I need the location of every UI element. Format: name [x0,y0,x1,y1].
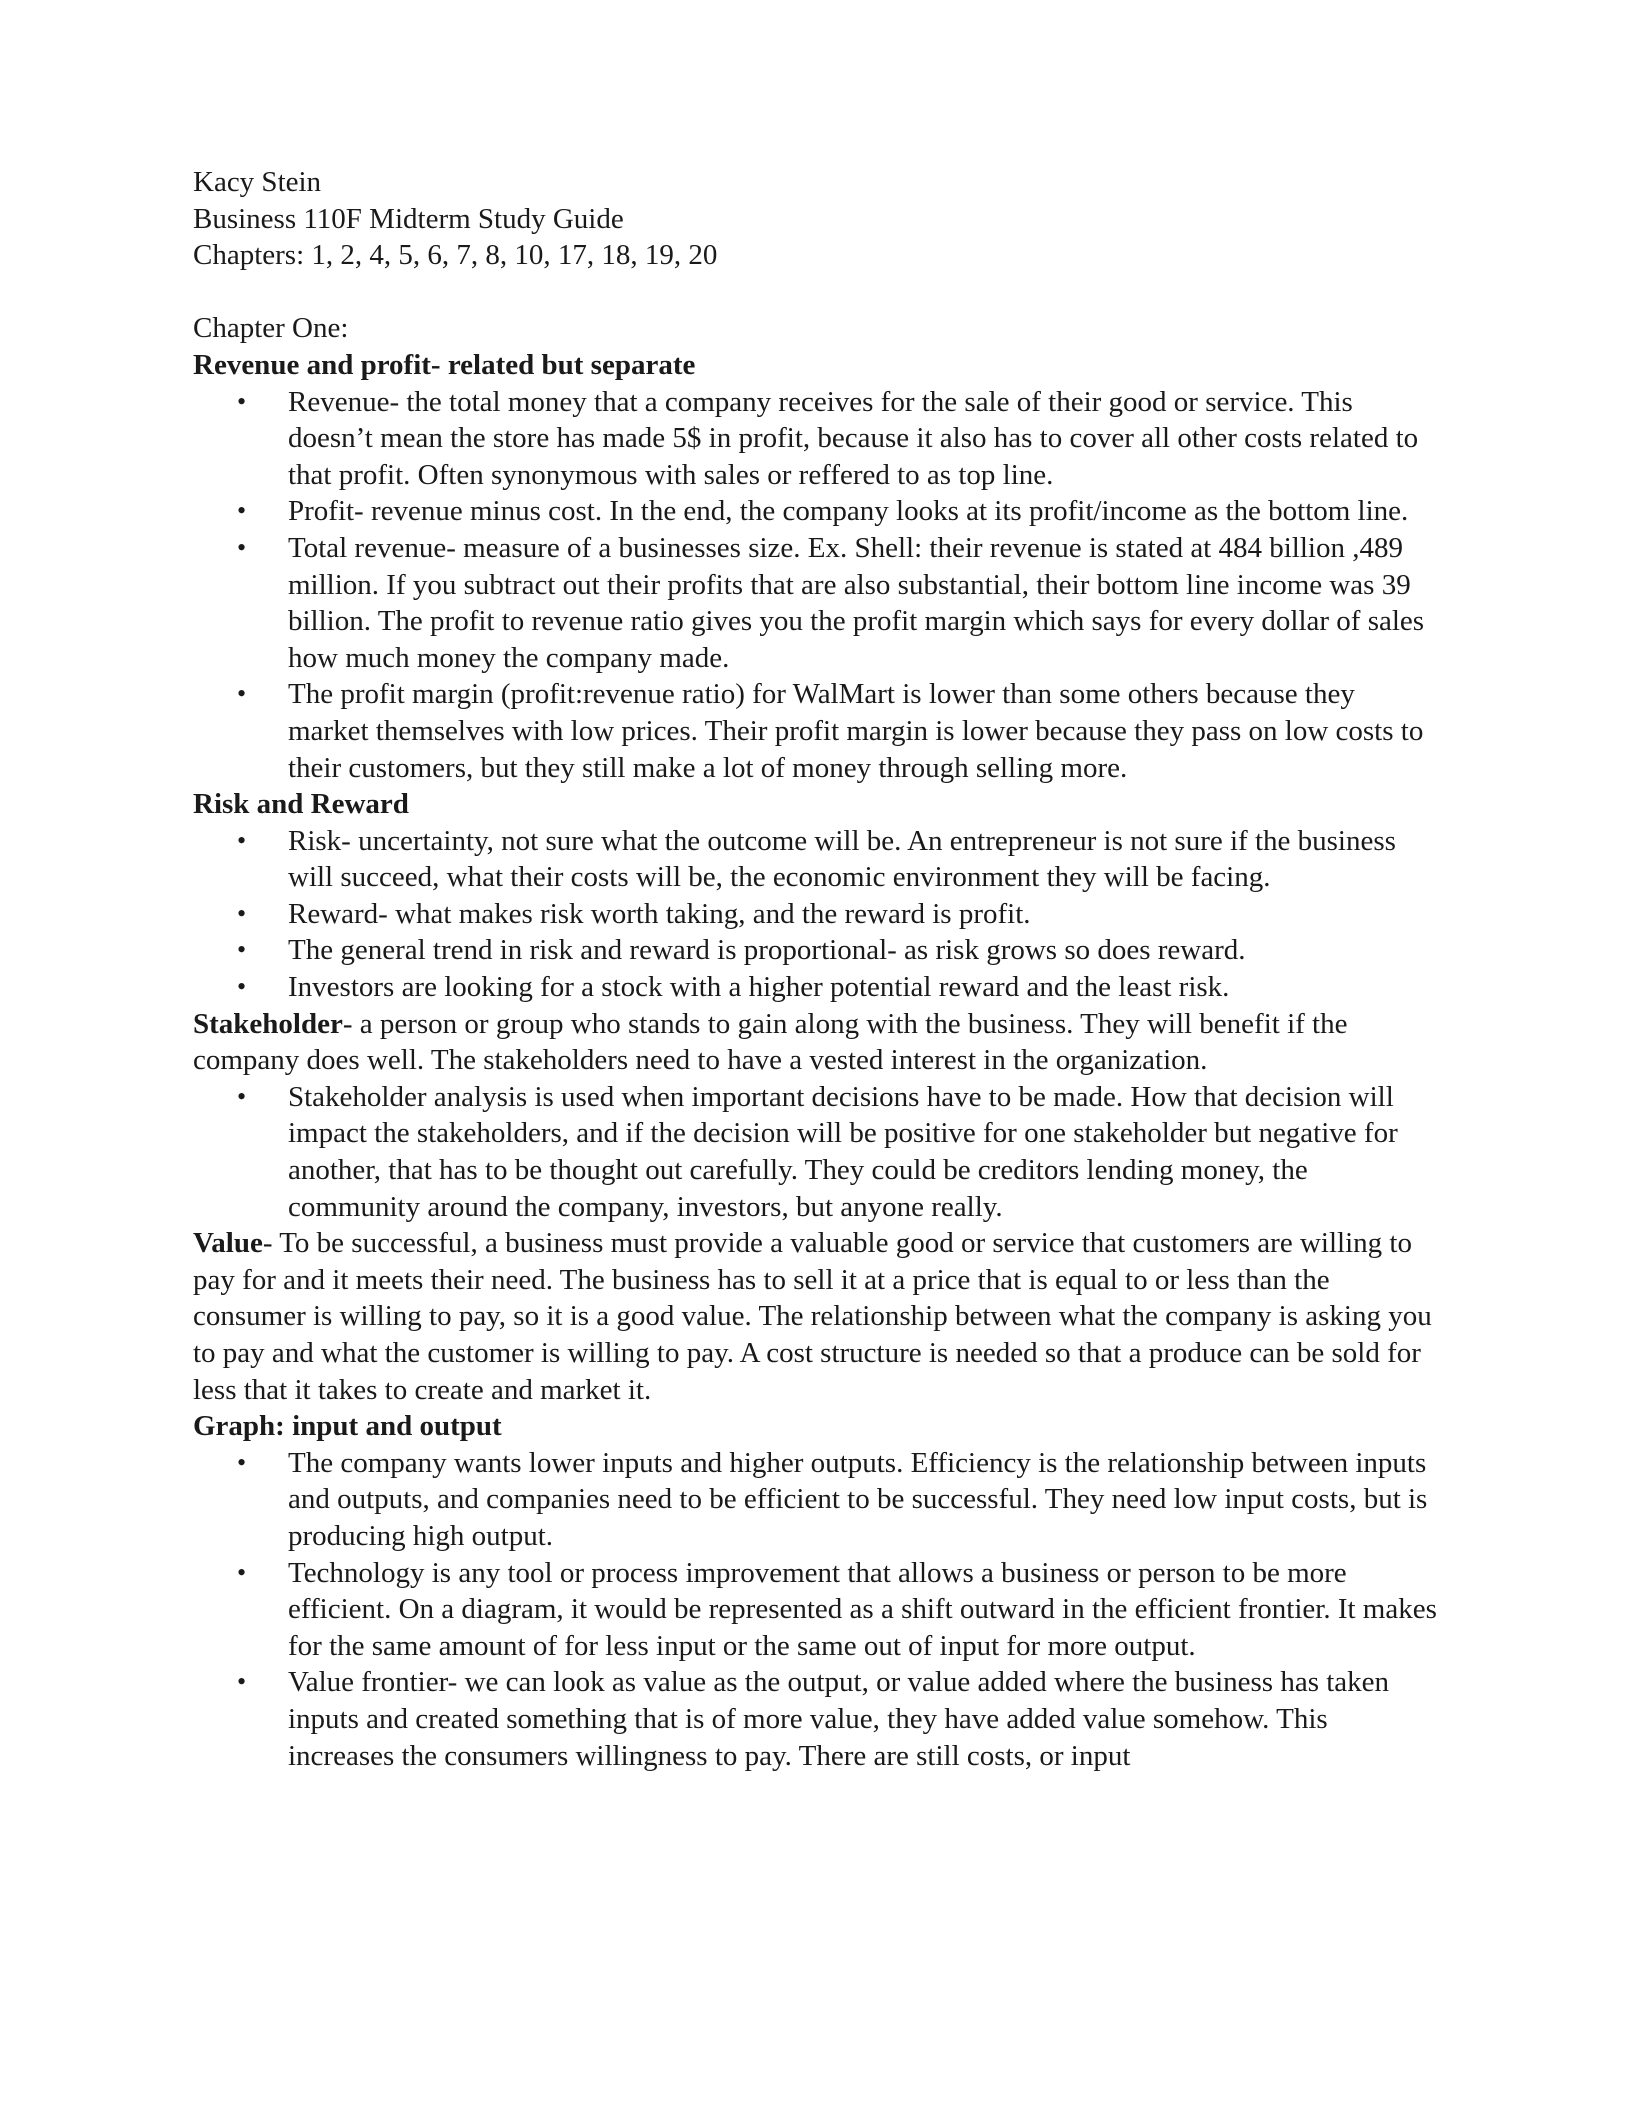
author-name: Kacy Stein [193,166,322,198]
list-item [193,493,1438,530]
definition-stakeholder: - a person or group who stands to gain along with the business. They will benefit if the company does well. The stakeholders need to have a vested interest in the organization. [193,1007,1348,1077]
list-item [193,823,1438,896]
list-item-text: Risk- uncertainty, not sure what the outcome will be. An entrepreneur is not sure if the business will succeed, what their costs will be, the economic environment they will be facing. [288,824,1396,894]
list-item-text: The profit margin (profit:revenue ratio) for WalMart is lower than some others because they market themselves with low prices. Their profit margin is lower because they pass on low costs to their customers, but they still make a lot of money through selling more. [288,678,1424,784]
bullet-icon: • [237,496,247,526]
list-item-text: Investors are looking for a stock with a higher potential reward and the least risk. [288,971,1230,1004]
bullet-icon: • [237,386,247,416]
bullet-list-risk [193,823,1453,1006]
paragraph-value [193,1225,1433,1408]
list-item [193,530,1438,676]
bullet-icon: • [237,1667,247,1697]
list-item [193,676,1438,786]
bullet-icon: • [237,1081,247,1111]
list-item [193,932,1438,969]
list-item [193,969,1438,1006]
list-item [193,896,1438,933]
term-value: Value [193,1227,263,1260]
bullet-icon: • [237,935,247,965]
list-item [193,1664,1438,1774]
list-item-text: The general trend in risk and reward is proportional- as risk grows so does reward. [288,934,1246,967]
document-page [193,164,1453,1774]
list-item [193,384,1438,494]
list-item-text: Total revenue- measure of a businesses size. Ex. Shell: their revenue is stated at 484 billion ,489 million. If you subtract out their profits that are also substantial, their bottom line income was 39 billion. The profit to revenue ratio gives you the profit margin which says for every dollar of sales how much money the company made. [288,531,1425,674]
chapters-list: Chapters: 1, 2, 4, 5, 6, 7, 8, 10, 17, 18, 19, 20 [193,239,718,272]
bullet-icon: • [237,825,247,855]
list-item [193,1079,1438,1225]
list-item-text: Profit- revenue minus cost. In the end, the company looks at its profit/income as the bottom line. [288,495,1409,528]
bullet-list-stakeholder [193,1079,1453,1225]
list-item-text: Reward- what makes risk worth taking, and the reward is profit. [288,897,1031,930]
bullet-icon: • [237,898,247,928]
spacer [193,274,1453,311]
list-item-text: The company wants lower inputs and higher outputs. Efficiency is the relationship between inputs and outputs, and companies need to be efficient to be successful. They need low input costs, but is producing high output. [288,1446,1428,1552]
chapter-heading: Chapter One: [193,312,349,345]
course-title: Business 110F Midterm Study Guide [193,202,624,235]
bullet-list-revenue [193,384,1453,787]
term-stakeholder: Stakeholder [193,1007,343,1040]
paragraph-stakeholder [193,1006,1433,1079]
list-item-text: Value frontier- we can look as value as the output, or value added where the business has taken inputs and created something that is of more value, they have added value somehow. This increases the consumers willingness to pay. There are still costs, or input [288,1666,1390,1772]
definition-value: - To be successful, a business must provide a valuable good or service that customers are willing to pay for and it meets their need. The business has to sell it at a price that is equal to or less than the consumer is willing to pay, so it is a good value. The relationship between what the company is asking you to pay and what the customer is willing to pay. A cost structure is needed so that a produce can be sold for less that it takes to create and market it. [193,1227,1432,1406]
list-item [193,1555,1438,1665]
list-item-text: Revenue- the total money that a company receives for the sale of their good or service. This doesn’t mean the store has made 5$ in profit, because it also has to cover all other costs related to that profit. Often synonymous with sales or reffered to as top line. [288,385,1419,491]
section-heading-graph: Graph: input and output [193,1410,502,1443]
bullet-icon: • [237,532,247,562]
bullet-icon: • [237,679,247,709]
bullet-icon: • [237,1557,247,1587]
bullet-list-graph [193,1445,1453,1774]
section-heading-risk: Risk and Reward [193,788,409,821]
list-item-text: Stakeholder analysis is used when important decisions have to be made. How that decision will impact the stakeholders, and if the decision will be positive for one stakeholder but negative for another, that has to be thought out carefully. They could be creditors lending money, the community around the company, investors, but anyone really. [288,1080,1398,1223]
bullet-icon: • [237,972,247,1002]
bullet-icon: • [237,1447,247,1477]
section-heading-revenue: Revenue and profit- related but separate [193,348,696,381]
list-item [193,1445,1438,1555]
list-item-text: Technology is any tool or process improvement that allows a business or person to be more efficient. On a diagram, it would be represented as a shift outward in the efficient frontier. It makes for the same amount of for less input or the same out of input for more output. [288,1556,1437,1662]
